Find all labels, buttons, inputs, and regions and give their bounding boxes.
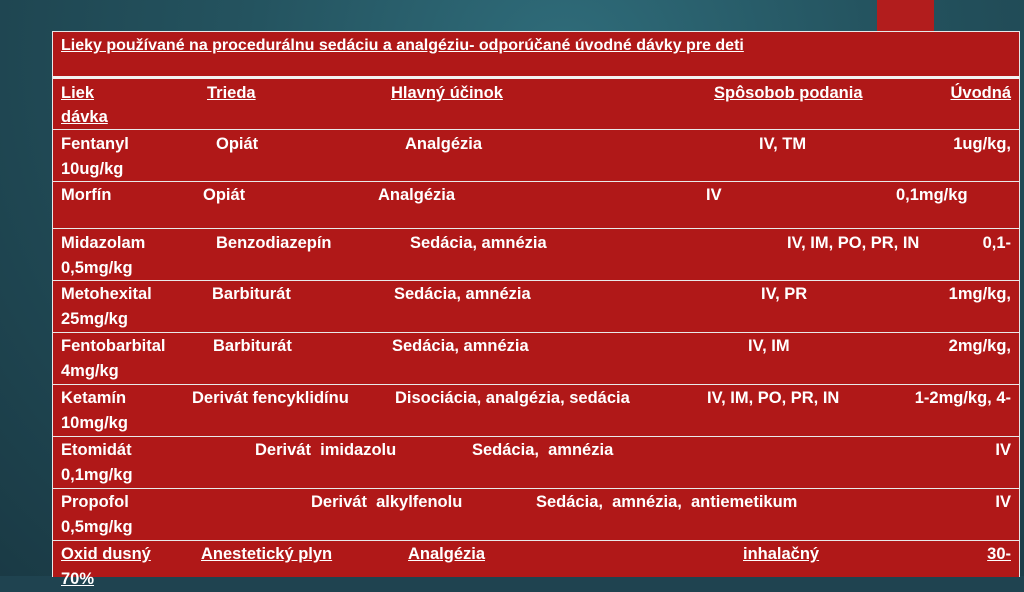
cell-podanie: inhalačný bbox=[743, 545, 820, 563]
table-row bbox=[53, 130, 1019, 182]
header-liek: Liek bbox=[61, 84, 95, 102]
table-title: Lieky používané na procedurálnu sedáciu a analgéziu- odporúčané úvodné dávky pre deti bbox=[61, 37, 744, 54]
cell-ucinok: Disociácia, analgézia, sedácia bbox=[395, 389, 630, 407]
cell-liek: Propofol bbox=[61, 493, 129, 511]
cell-podanie: IV, TM bbox=[759, 135, 807, 153]
cell-davka-wrap: 10mg/kg bbox=[61, 414, 128, 432]
cell-liek: Fentanyl bbox=[61, 135, 129, 153]
accent-bar bbox=[877, 0, 934, 31]
cell-davka-wrap: 10ug/kg bbox=[61, 160, 124, 178]
cell-trieda: Derivát alkylfenolu bbox=[311, 493, 463, 511]
cell-liek: Oxid dusný bbox=[61, 545, 151, 563]
header-trieda: Trieda bbox=[207, 84, 256, 102]
cell-trieda: Barbiturát bbox=[212, 285, 291, 303]
cell-trieda: Benzodiazepín bbox=[216, 234, 332, 252]
cell-davka-wrap: 0,1mg/kg bbox=[61, 466, 133, 484]
cell-liek: Morfín bbox=[61, 186, 112, 204]
header-podanie: Spôsobob podania bbox=[714, 84, 863, 102]
table-row bbox=[53, 333, 1019, 385]
table-header-row bbox=[53, 79, 1019, 130]
cell-ucinok: Analgézia bbox=[405, 135, 483, 153]
table-row bbox=[53, 541, 1019, 592]
cell-davka-wrap: 0,5mg/kg bbox=[61, 518, 133, 536]
cell-podanie: IV, IM, PO, PR, IN bbox=[787, 234, 920, 252]
cell-davka: 30- bbox=[987, 545, 1011, 563]
cell-liek: Fentobarbital bbox=[61, 337, 166, 355]
cell-podanie: IV bbox=[995, 441, 1011, 459]
cell-liek: Metohexital bbox=[61, 285, 152, 303]
cell-trieda: Opiát bbox=[216, 135, 259, 153]
header-davka-wrap: dávka bbox=[61, 108, 108, 126]
cell-davka: 0,1mg/kg bbox=[896, 186, 968, 204]
cell-podanie: IV, PR bbox=[761, 285, 808, 303]
cell-ucinok: Analgézia bbox=[378, 186, 456, 204]
cell-davka: 1-2mg/kg, 4- bbox=[914, 389, 1011, 407]
table-row bbox=[53, 489, 1019, 541]
cell-davka-wrap: 0,5mg/kg bbox=[61, 259, 133, 277]
cell-liek: Etomidát bbox=[61, 441, 132, 459]
cell-podanie: IV, IM bbox=[748, 337, 790, 355]
cell-davka-wrap: 70% bbox=[61, 570, 95, 588]
cell-ucinok: Sedácia, amnézia bbox=[392, 337, 529, 355]
table-row bbox=[53, 182, 1019, 229]
cell-davka: 1ug/kg, bbox=[953, 135, 1011, 153]
cell-ucinok: Sedácia, amnézia bbox=[394, 285, 531, 303]
cell-podanie: IV, IM, PO, PR, IN bbox=[707, 389, 840, 407]
cell-davka-wrap: 25mg/kg bbox=[61, 310, 128, 328]
table-row bbox=[53, 229, 1019, 281]
cell-davka: 2mg/kg, bbox=[948, 337, 1011, 355]
cell-ucinok: Sedácia, amnézia bbox=[410, 234, 547, 252]
table-row bbox=[53, 281, 1019, 333]
cell-davka: 1mg/kg, bbox=[948, 285, 1011, 303]
cell-trieda: Opiát bbox=[203, 186, 246, 204]
cell-liek: Midazolam bbox=[61, 234, 146, 252]
cell-trieda: Derivát fencyklidínu bbox=[192, 389, 349, 407]
cell-trieda: Derivát imidazolu bbox=[255, 441, 397, 459]
cell-podanie: IV bbox=[706, 186, 722, 204]
table-row bbox=[53, 437, 1019, 489]
cell-ucinok: Analgézia bbox=[408, 545, 486, 563]
cell-ucinok: Sedácia, amnézia bbox=[472, 441, 614, 459]
cell-ucinok: Sedácia, amnézia, antiemetikum bbox=[536, 493, 798, 511]
cell-trieda: Barbiturát bbox=[213, 337, 292, 355]
table-title-row bbox=[53, 32, 1019, 79]
cell-liek: Ketamín bbox=[61, 389, 127, 407]
header-davka: Úvodná bbox=[950, 84, 1011, 102]
table-row bbox=[53, 385, 1019, 437]
cell-davka: 0,1- bbox=[982, 234, 1011, 252]
cell-davka-wrap: 4mg/kg bbox=[61, 362, 119, 380]
header-ucinok: Hlavný účinok bbox=[391, 84, 503, 102]
drug-table bbox=[52, 31, 1020, 588]
cell-trieda: Anestetický plyn bbox=[201, 545, 333, 563]
cell-podanie: IV bbox=[995, 493, 1011, 511]
